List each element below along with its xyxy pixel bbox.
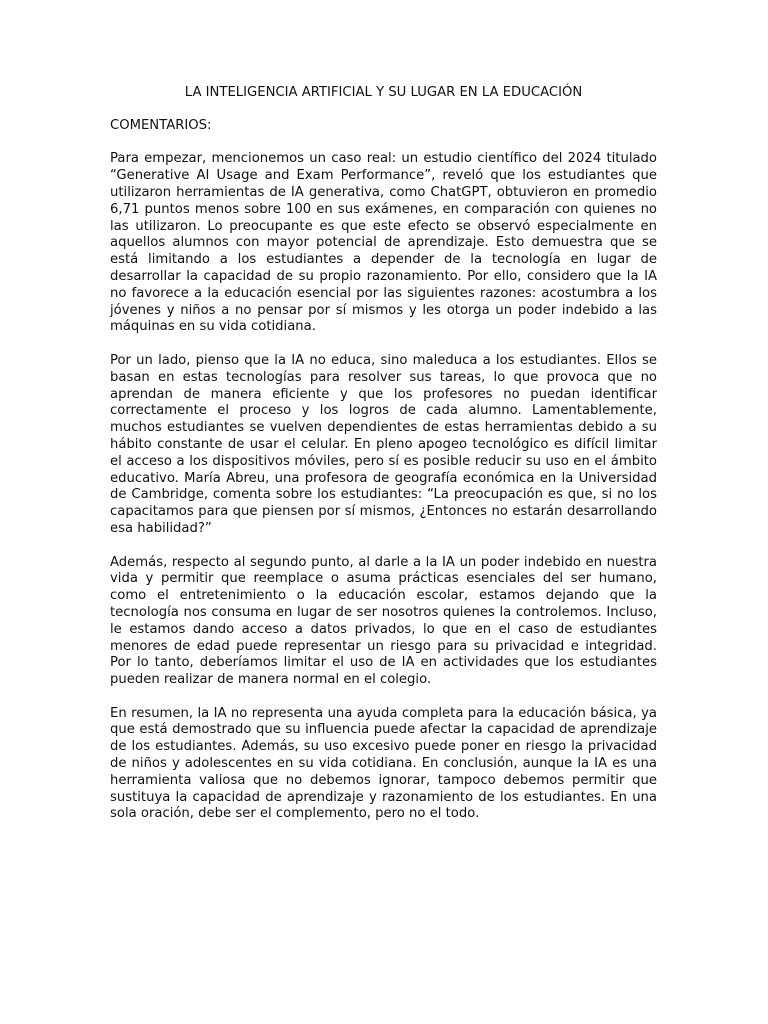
document-title: LA INTELIGENCIA ARTIFICIAL Y SU LUGAR EN LA EDUCACIÓN	[184, 85, 583, 100]
document-body	[110, 85, 657, 840]
section-label: COMENTARIOS:	[110, 117, 212, 133]
paragraph-first-argument: Por un lado, pienso que la IA no educa, sino maleduca a los estudiantes. Ellos se basan en estas tecnologías para resolver sus tareas, lo que provoca que no aprendan de manera eficiente y que los profesores no puedan identificar correctamente el proceso y los logros de cada alumno. Lamentablemente, muchos estudiantes se vuelven dependientes de estas herramientas debido a su hábito constante de usar el celular. En pleno apogeo tecnológico es difícil limitar el acceso a los dispositivos móviles, pero sí es posible reducir su uso en el ámbito educativo. María Abreu, una profesora de geografía económica en la Universidad de Cambridge, comenta sobre los estudiantes: “La preocupación es que, si no los capacitamos para que piensen por sí mismos, ¿Entonces no estarán desarrollando esa habilidad?”	[110, 352, 657, 536]
paragraph-intro: Para empezar, mencionemos un caso real: un estudio científico del 2024 titulado “Generative AI Usage and Exam Performance”, reveló que los estudiantes que utilizaron herramientas de IA generativa, como ChatGPT, obtuvieron en promedio 6,71 puntos menos sobre 100 en sus exámenes, en comparación con quienes no las utilizaron. Lo preocupante es que este efecto se observó especialmente en aquellos alumnos con mayor potencial de aprendizaje. Esto demuestra que se está limitando a los estudiantes a depender de la tecnología en lugar de desarrollar la capacidad de su propio razonamiento. Por ello, considero que la IA no favorece a la educación esencial por las siguientes razones: acostumbra a los jóvenes y niños a no pensar por sí mismos y les otorga un poder indebido a las máquinas en su vida cotidiana.	[110, 151, 657, 335]
paragraph-second-argument: Además, respecto al segundo punto, al darle a la IA un poder indebido en nuestra vida y permitir que reemplace o asuma prácticas esenciales del ser humano, como el entretenimiento o la educación escolar, estamos dejando que la tecnología nos consuma en lugar de ser nosotros quienes la controlemos. Incluso, le estamos dando acceso a datos privados, lo que en el caso de estudiantes menores de edad puede representar un riesgo para su privacidad e integridad. Por lo tanto, deberíamos limitar el uso de IA en actividades que los estudiantes pueden realizar de manera normal en el colegio.	[110, 554, 657, 688]
paragraph-conclusion: En resumen, la IA no representa una ayuda completa para la educación básica, ya que está demostrado que su influencia puede afectar la capacidad de aprendizaje de los estudiantes. Además, su uso excesivo puede poner en riesgo la privacidad de niños y adolescentes en su vida cotidiana. En conclusión, aunque la IA es una herramienta valiosa que no debemos ignorar, tampoco debemos permitir que sustituya la capacidad de aprendizaje y razonamiento de los estudiantes. En una sola oración, debe ser el complemento, pero no el todo.	[110, 705, 657, 822]
